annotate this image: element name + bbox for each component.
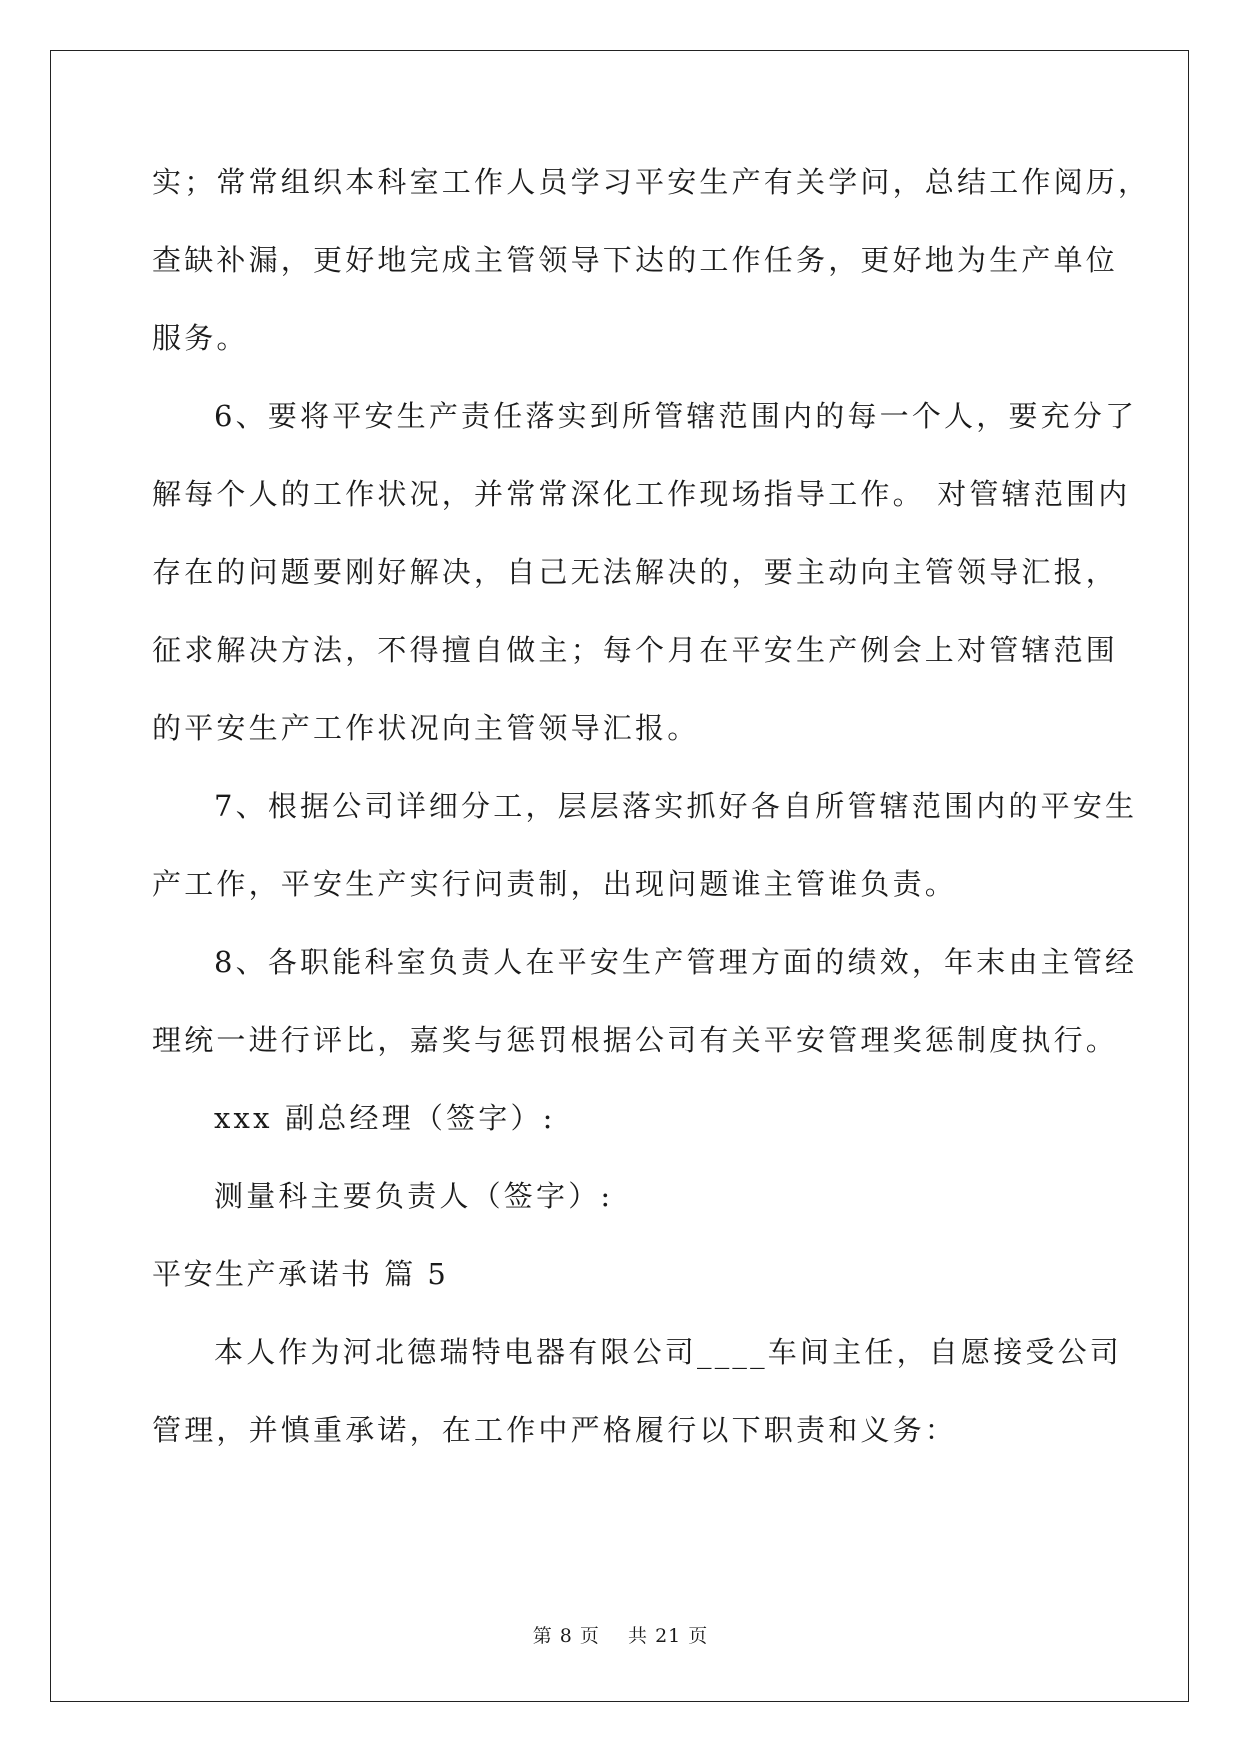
paragraph-line: 服务。 [152,321,249,355]
paragraph-line: 产工作，平安生产实行问责制，出现问题谁主管谁负责。 [152,867,958,901]
paragraph-line: 6、要将平安生产责任落实到所管辖范围内的每一个人，要充分了 [214,399,1138,433]
paragraph-line: 的平安生产工作状况向主管领导汇报。 [152,711,700,745]
paragraph-line: 征求解决方法，不得擅自做主；每个月在平安生产例会上对管辖范围 [152,633,1119,667]
page-total: 共 21 页 [628,1625,709,1647]
paragraph-line: 实；常常组织本科室工作人员学习平安生产有关学问，总结工作阅历， [152,165,1151,199]
paragraph-line: 7、根据公司详细分工，层层落实抓好各自所管辖范围内的平安生 [214,789,1138,823]
signature-line: xxx 副总经理（签字）: [214,1101,556,1135]
paragraph-line: 管理，并慎重承诺，在工作中严格履行以下职责和义务： [152,1413,958,1447]
paragraph-line: 8、各职能科室负责人在平安生产管理方面的绩效，年末由主管经 [214,945,1138,979]
page-number: 第 8 页 [532,1625,600,1647]
paragraph-line: 存在的问题要刚好解决，自己无法解决的，要主动向主管领导汇报， [152,555,1119,589]
signature-line: 测量科主要负责人（签字）: [214,1179,614,1213]
paragraph-line: 理统一进行评比，嘉奖与惩罚根据公司有关平安管理奖惩制度执行。 [152,1023,1119,1057]
document-body [152,160,1151,1486]
page-footer [0,1621,1241,1648]
paragraph-line: 查缺补漏，更好地完成主管领导下达的工作任务，更好地为生产单位 [152,243,1119,277]
paragraph-line: 本人作为河北德瑞特电器有限公司____车间主任，自愿接受公司 [214,1335,1123,1369]
paragraph-line: 解每个人的工作状况，并常常深化工作现场指导工作。 对管辖范围内 [152,477,1131,511]
section-heading: 平安生产承诺书 篇 5 [152,1257,449,1291]
